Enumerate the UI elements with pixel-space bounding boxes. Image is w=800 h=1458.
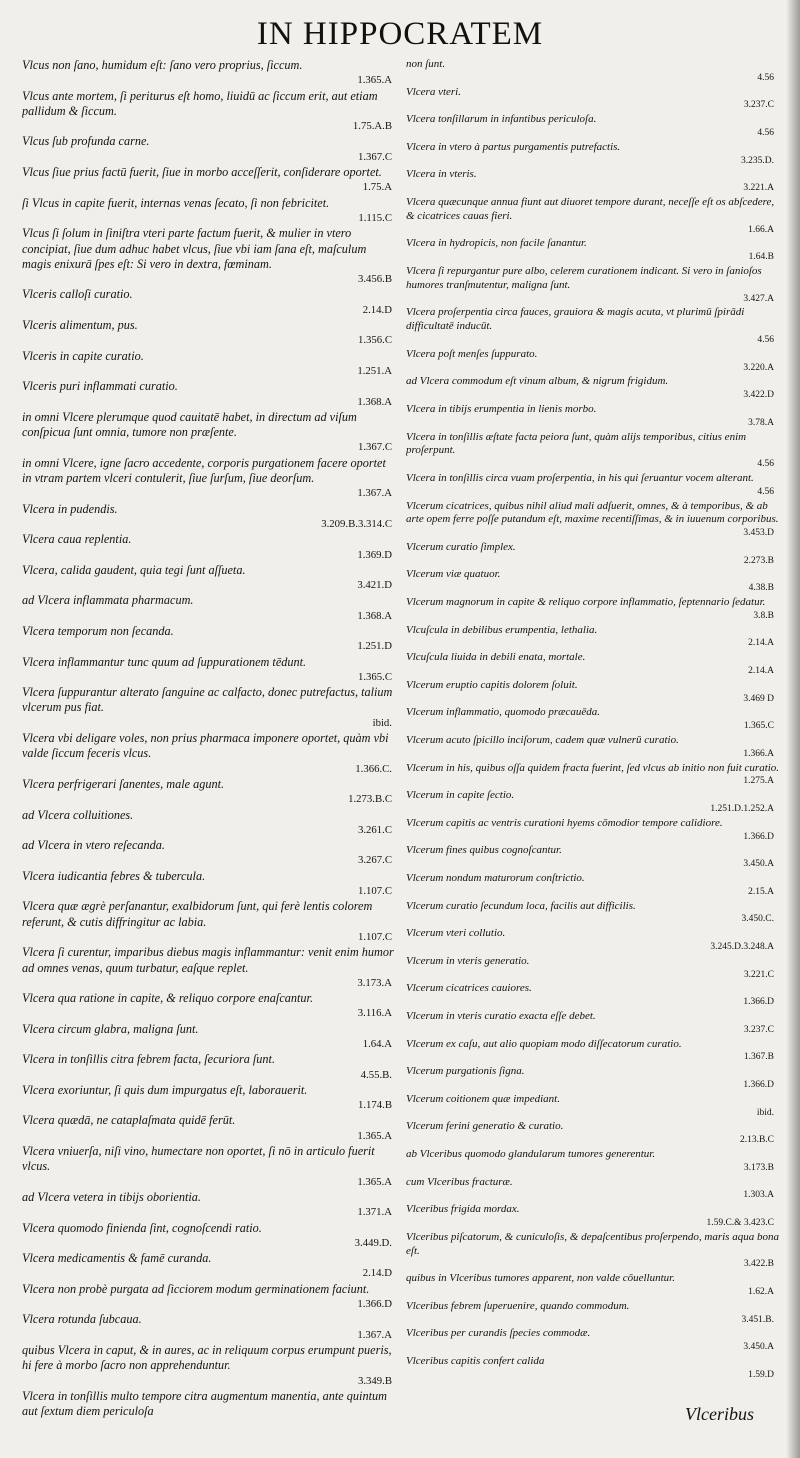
entry-reference: 1.59.C.& 3.423.C xyxy=(706,1217,774,1228)
index-entry xyxy=(406,844,780,872)
index-entry xyxy=(22,379,398,410)
entry-text: non ſunt. xyxy=(406,58,446,70)
entry-text: Vlcerum capitis ac ventris curationi hyems cōmodior tempore calidiore. xyxy=(406,816,723,829)
index-entry xyxy=(22,869,398,900)
entry-text: Vlcerum coitionem quæ impediant. xyxy=(406,1092,560,1105)
entry-text: Vlcera ſuppurantur alterato ſanguine ac calfacto, donec putrefactus, talium vlcerum pus fiat. xyxy=(22,685,393,715)
entry-text: Vlcera iudicantia febres & tubercula. xyxy=(22,868,206,883)
index-entry xyxy=(22,134,398,165)
index-entry xyxy=(406,141,780,169)
index-entry xyxy=(406,1148,780,1176)
index-entry xyxy=(406,1327,780,1355)
entry-reference: 3.456.B xyxy=(357,273,392,286)
entry-reference: 1.367.B xyxy=(743,1052,774,1063)
entry-reference: 1.251.A xyxy=(357,364,392,377)
entry-reference: 1.75.A.B xyxy=(352,120,392,133)
entry-reference: 2.14.A xyxy=(748,638,774,649)
entry-reference: 3.235.D. xyxy=(741,155,774,166)
index-entry xyxy=(406,1010,780,1038)
index-entry xyxy=(406,982,780,1010)
index-entry xyxy=(22,655,398,686)
entry-reference: 4.38.B xyxy=(748,583,774,594)
catchword: Vlceribus xyxy=(685,1404,754,1424)
index-entry xyxy=(22,685,398,731)
entry-text: Vlcera caua replentia. xyxy=(22,532,132,547)
entry-text: Vlcera in vtero à partus purgamentis putrefactis. xyxy=(406,140,621,153)
index-entry xyxy=(406,403,780,431)
index-entry xyxy=(406,113,780,141)
entry-text: Vlcera qua ratione in capite, & reliquo corpore enaſcantur. xyxy=(22,991,314,1006)
entry-text: Vlcerum ex caſu, aut alio quopiam modo diſſecatorum curatio. xyxy=(406,1037,682,1050)
entry-reference: 1.366.D xyxy=(743,997,774,1008)
entry-reference: 1.251.D.1.252.A xyxy=(710,804,774,815)
entry-text: Vlcerum purgationis ſigna. xyxy=(406,1065,525,1078)
index-entry xyxy=(406,1176,780,1204)
index-entry xyxy=(406,568,780,596)
entry-reference: 1.174.B xyxy=(357,1099,392,1112)
entry-text: Vlcerum inflammatio, quomodo præcauēda. xyxy=(406,706,601,719)
index-entry xyxy=(22,1389,398,1420)
entry-reference: 3.237.C xyxy=(743,100,774,111)
entry-text: Vlcera temporum non ſecanda. xyxy=(22,623,174,638)
entry-reference: 1.365.A xyxy=(357,1175,392,1188)
index-entry xyxy=(22,731,398,777)
index-entry xyxy=(22,1144,398,1190)
index-entry xyxy=(406,500,780,541)
index-entry xyxy=(406,1065,780,1093)
entry-text: ſi Vlcus in capite fuerit, internas venas ſecato, ſi non febricitet. xyxy=(22,195,330,210)
entry-text: Vlcera quædā, ne cataplaſmata quidē ferūt. xyxy=(22,1113,236,1128)
index-entry xyxy=(22,593,398,624)
index-entry xyxy=(22,1312,398,1343)
index-entry xyxy=(406,265,780,306)
entry-reference: 1.251.D xyxy=(357,640,392,653)
entry-reference: 1.368.A xyxy=(357,395,392,408)
entry-text: cum Vlceribus fracturæ. xyxy=(406,1175,513,1188)
entry-reference: 3.8.B xyxy=(753,610,774,621)
entry-text: Vlcera quomodo finienda ſint, cognoſcendi ratio. xyxy=(22,1220,262,1235)
entry-reference: 2.15.A xyxy=(748,886,774,897)
entry-text: Vlcerum eruptio capitis dolorem ſoluit. xyxy=(406,678,578,691)
index-entry xyxy=(22,89,398,135)
entry-reference: 1.366.D xyxy=(357,1298,392,1311)
entry-text: Vlcerum cicatrices cauiores. xyxy=(406,982,532,995)
entry-reference: 1.367.A xyxy=(357,487,392,500)
entry-text: Vlcera vbi deligare voles, non prius pharmaca imponere oportet, quàm vbi valde ſiccum feceris vlcus. xyxy=(22,731,389,761)
entry-text: Vlcera in hydropicis, non facile ſanantur. xyxy=(406,237,587,250)
entry-reference: 1.66.A xyxy=(748,224,774,235)
index-entry xyxy=(406,734,780,762)
entry-reference: 1.107.C xyxy=(357,930,392,943)
entry-reference: 1.368.A xyxy=(357,609,392,622)
entry-reference: 2.273.B xyxy=(743,555,774,566)
entry-text: in omni Vlcere, igne ſacro accedente, corporis purgationem facere oportet in vtram partem vlceri contulerit, ſiue ſurſum, ſiue deorſum. xyxy=(22,455,386,486)
index-entry xyxy=(22,456,398,502)
entry-reference: ibid. xyxy=(756,1107,774,1118)
entry-reference: 1.367.A xyxy=(357,1328,392,1341)
index-entry xyxy=(406,541,780,569)
index-entry xyxy=(22,1221,398,1252)
entry-text: Vlceribus per curandis ſpecies commodæ. xyxy=(406,1327,591,1340)
index-entry xyxy=(22,226,398,287)
entry-text: Vlcerum viæ quatuor. xyxy=(406,568,501,581)
entry-text: Vlcuſcula in debilibus erumpentia, lethalia. xyxy=(406,623,598,636)
entry-reference: 3.422.B xyxy=(743,1259,774,1270)
index-entry xyxy=(406,817,780,845)
entry-text: Vlcera in tonſillis æſtate facta peiora ſunt, quàm alijs temporibus, citius enim proſerpunt. xyxy=(406,430,747,457)
entry-text: Vlcerum curatio ſecundum loca, facilis aut difficilis. xyxy=(406,899,636,912)
index-entry xyxy=(406,472,780,500)
entry-text: Vlcera in tibijs erumpentia in lienis morbo. xyxy=(406,402,597,415)
entry-reference: 1.62.A xyxy=(748,1286,774,1297)
index-entry xyxy=(406,375,780,403)
index-entry xyxy=(22,318,398,349)
entry-reference: 1.365.A xyxy=(357,74,392,87)
entry-text: Vlcera vteri. xyxy=(406,85,461,98)
index-entry xyxy=(406,431,780,472)
index-entry xyxy=(406,348,780,376)
entry-reference: 4.56 xyxy=(757,334,774,345)
entry-text: ad Vlcera commodum eſt vinum album, & nigrum frigidum. xyxy=(406,375,669,388)
index-entry xyxy=(22,287,398,318)
index-entry xyxy=(406,789,780,817)
entry-reference: 3.349.B xyxy=(357,1374,392,1387)
entry-text: ab Vlceribus quomodo glandularum tumores generentur. xyxy=(406,1147,656,1160)
entry-text: Vlcera medicamentis & famē curanda. xyxy=(22,1251,212,1266)
entry-text: Vlceris calloſi curatio. xyxy=(22,287,133,302)
index-entry xyxy=(22,58,398,89)
entry-text: Vlcerum curatio ſimplex. xyxy=(406,540,516,553)
running-header: IN HIPPOCRATEM xyxy=(256,16,544,52)
index-entry xyxy=(406,306,780,347)
index-entry xyxy=(22,1343,398,1389)
entry-text: Vlcerum vteri collutio. xyxy=(406,927,506,940)
entry-text: Vlcerum cicatrices, quibus nihil aliud mali adſuerit, omnes, & à temporibus, & ab arte opem ferre poſſe putandum eſt, maxime recentiſſimas, & in iuuenum corporibus. xyxy=(406,499,779,526)
index-entry xyxy=(22,777,398,808)
index-entry xyxy=(22,899,398,945)
entry-reference: 1.371.A xyxy=(357,1206,392,1219)
entry-reference: 1.107.C xyxy=(357,885,392,898)
index-entry xyxy=(22,502,398,533)
index-entry xyxy=(22,1113,398,1144)
index-entry xyxy=(22,1251,398,1282)
entry-reference: 3.427.A xyxy=(743,293,774,304)
entry-text: Vlcera in tonſillis citra febrem facta, ſecuriora ſunt. xyxy=(22,1052,276,1067)
index-entry xyxy=(406,1300,780,1328)
entry-reference: 3.449.D. xyxy=(354,1236,392,1249)
entry-text: Vlceribus frigida mordax. xyxy=(406,1203,520,1216)
entry-text: Vlcera in tonſillis circa vuam proſerpentia, in his qui ſeruantur vocem alterant. xyxy=(406,471,754,484)
entry-text: Vlcera in vteris. xyxy=(406,168,477,181)
entry-text: Vlcera quæcunque annua fiunt aut diuoret tempore durant, neceſſe eſt os abſcedere, & cicatrices cauas fieri. xyxy=(406,195,775,222)
index-entry xyxy=(22,1083,398,1114)
entry-reference: 1.75.A xyxy=(362,181,392,194)
entry-reference: 1.365.C xyxy=(743,721,774,732)
entry-reference: 1.366.A xyxy=(743,748,774,759)
entry-reference: 4.56 xyxy=(757,459,774,470)
index-entry xyxy=(406,1355,780,1383)
entry-reference: 1.64.B xyxy=(748,252,774,263)
entry-reference: 3.421.D xyxy=(357,579,392,592)
entry-reference: 3.267.C xyxy=(357,854,392,867)
entry-text: Vlcerum fines quibus cognoſcantur. xyxy=(406,844,562,857)
entry-reference: 3.453.D xyxy=(743,528,774,539)
entry-text: Vlcera non probè purgata ad ſicciorem modum germinationem faciunt. xyxy=(22,1281,370,1296)
entry-reference: 3.78.A xyxy=(748,417,774,428)
index-entry xyxy=(406,596,780,624)
entry-reference: 3.450.A xyxy=(743,859,774,870)
entry-reference: 1.365.A xyxy=(357,1129,392,1142)
index-entry xyxy=(406,1120,780,1148)
index-entry xyxy=(22,563,398,594)
entry-text: Vlcera exoriuntur, ſi quis dum impurgatus eſt, laborauerit. xyxy=(22,1082,308,1097)
entry-reference: 1.64.A xyxy=(362,1038,392,1050)
entry-text: Vlcerum acuto ſpicillo inciſorum, cadem quæ vulnerū curatio. xyxy=(406,734,679,747)
entry-reference: 3.245.D.3.248.A xyxy=(710,942,774,952)
entry-text: in omni Vlcere plerumque quod cauitatē habet, in directum ad viſum conſpicua ſunt omnia, tumore non præſente. xyxy=(22,409,357,440)
index-entry xyxy=(22,945,398,991)
entry-text: Vlceris in capite curatio. xyxy=(22,348,144,363)
entry-text: Vlcera poſt menſes ſuppurato. xyxy=(406,347,538,360)
entry-reference: 3.237.C xyxy=(743,1024,774,1035)
entry-reference: 1.367.C xyxy=(357,441,392,454)
entry-text: Vlcera tonſillarum in infantibus periculoſa. xyxy=(406,113,597,126)
entry-reference: 3.173.A xyxy=(357,976,392,989)
entry-text: Vlcera in pudendis. xyxy=(22,501,118,516)
index-entry xyxy=(406,1038,780,1066)
entry-text: Vlcerum in vteris generatio. xyxy=(406,954,530,967)
entry-reference: 3.116.A xyxy=(357,1007,392,1020)
entry-reference: 1.303.A xyxy=(743,1190,774,1201)
entry-reference: 1.367.C xyxy=(357,150,392,163)
entry-text: Vlcera rotunda ſubcaua. xyxy=(22,1312,142,1327)
index-entry xyxy=(406,927,780,955)
entry-text: Vlcuſcula liuida in debili enata, mortale. xyxy=(406,651,586,664)
entry-text: Vlceribus piſcatorum, & cuniculoſis, & depaſcentibus proſerpendo, maris aqua bona eſt. xyxy=(406,1230,779,1257)
entry-text: Vlceribus febrem ſuperuenire, quando commodum. xyxy=(406,1299,630,1312)
entry-text: ad Vlcera in vtero reſecanda. xyxy=(22,838,165,853)
index-entry xyxy=(406,762,780,790)
index-entry xyxy=(22,1190,398,1221)
index-entry xyxy=(406,651,780,679)
entry-text: Vlcus non ſano, humidum eſt: ſano vero proprius, ſiccum. xyxy=(22,58,303,72)
entry-text: ad Vlcera vetera in tibijs oborientia. xyxy=(22,1189,201,1204)
entry-reference: 1.273.B.C xyxy=(348,793,392,806)
entry-reference: 1.366.D xyxy=(743,831,774,842)
index-entry xyxy=(22,1052,398,1083)
entry-text: Vlcera quæ ægrè perſanantur, exalbidorum ſunt, qui ferè lentis colorem referunt, & cutis diffringitur ac labia. xyxy=(22,899,373,929)
entry-reference: 4.56 xyxy=(757,72,774,83)
index-entry xyxy=(22,196,398,227)
entry-text: Vlcerum in vteris curatio exacta eſſe debet. xyxy=(406,1009,596,1022)
index-entry xyxy=(22,349,398,380)
entry-reference: 3.173.B xyxy=(743,1162,774,1173)
index-entry xyxy=(406,1231,780,1272)
entry-text: Vlcerum in his, quibus oſſa quidem fracta fuerint, ſed vlcus ab initio non fuit curatio. xyxy=(406,761,780,774)
entry-reference: 3.221.A xyxy=(743,183,774,194)
entry-text: Vlcera, calida gaudent, quia tegi ſunt aſſueta. xyxy=(22,562,246,577)
entry-reference: 3.209.B.3.314.C xyxy=(321,517,392,530)
entry-reference: 1.365.C xyxy=(357,670,392,683)
index-entry xyxy=(406,955,780,983)
entry-text: Vlceris alimentum, pus. xyxy=(22,318,138,333)
entry-reference: 2.13.B.C xyxy=(739,1135,774,1146)
entry-reference: 3.450.C. xyxy=(741,914,774,925)
entry-reference: 2.14.D xyxy=(362,303,392,316)
entry-text: Vlcus ante mortem, ſi periturus eſt homo, liuidū ac ſiccum erit, aut etiam pallidum & ſiccum. xyxy=(22,88,378,118)
entry-reference: 3.261.C xyxy=(357,823,392,836)
entry-reference: 2.14.A xyxy=(748,666,774,677)
entry-reference: 1.366.D xyxy=(743,1079,774,1090)
index-entry xyxy=(406,1203,780,1231)
index-entry xyxy=(22,991,398,1022)
index-entry xyxy=(22,808,398,839)
index-entry xyxy=(406,1093,780,1121)
index-entry xyxy=(406,900,780,928)
index-entry xyxy=(406,86,780,114)
entry-reference: 1.115.C xyxy=(358,211,392,224)
entry-text: ad Vlcera colluitiones. xyxy=(22,807,134,822)
entry-reference: 1.366.C. xyxy=(355,762,392,775)
index-entry xyxy=(406,58,780,86)
entry-text: Vlceribus capitis confert calida xyxy=(406,1354,545,1367)
entry-reference: 1.59.D xyxy=(748,1369,774,1380)
index-column-left xyxy=(22,58,398,1438)
entry-reference: 1.369.D xyxy=(357,548,392,561)
entry-text: Vlcus ſiue prius factū fuerit, ſiue in morbo acceſſerit, conſiderare oportet. xyxy=(22,165,382,180)
entry-reference: 2.14.D xyxy=(362,1267,392,1280)
index-column-right xyxy=(406,58,780,1438)
index-entry xyxy=(22,624,398,655)
entry-text: quibus in Vlceribus tumores apparent, non valde cōuelluntur. xyxy=(406,1272,675,1285)
entry-reference: 4.56 xyxy=(757,486,774,497)
entry-reference: 1.275.A xyxy=(743,776,774,787)
index-entry xyxy=(406,196,780,237)
index-entry xyxy=(22,838,398,869)
entry-reference: 3.450.A xyxy=(743,1342,774,1353)
entry-reference: 4.55.B. xyxy=(360,1068,392,1081)
entry-reference: ibid. xyxy=(372,716,392,729)
entry-text: Vlcera in tonſillis multo tempore citra augmentum manentia, ante quintum aut ſextum diem periculoſa xyxy=(22,1388,387,1419)
entry-text: Vlcerum ferini generatio & curatio. xyxy=(406,1120,564,1133)
index-entry xyxy=(406,1272,780,1300)
entry-reference: 1.356.C xyxy=(357,334,392,347)
index-entry xyxy=(406,168,780,196)
index-entry xyxy=(406,679,780,707)
entry-text: Vlcera inflammantur tunc quum ad ſuppurationem tēdunt. xyxy=(22,654,307,669)
entry-reference: 3.469 D xyxy=(743,693,774,704)
entry-text: quibus Vlcera in caput, & in aures, ac in reliquum corpus erumpunt pueris, hi fere à morbo ſacro non apprehenduntur. xyxy=(22,1342,392,1373)
index-entry xyxy=(22,165,398,196)
entry-text: Vlcera ſi curentur, imparibus diebus magis inflammantur: venit enim humor ad omnes venas, quum turbatur, eaſque replet. xyxy=(22,945,394,975)
index-entry xyxy=(406,872,780,900)
entry-reference: 3.220.A xyxy=(743,362,774,373)
entry-text: Vlcera proſerpentia circa fauces, grauiora & magis acuta, vt plurimū ſpirādi difficultatē inducūt. xyxy=(406,306,745,333)
entry-text: Vlcera perfrigerari ſanentes, male agunt. xyxy=(22,776,225,791)
entry-text: Vlcera circum glabra, maligna ſunt. xyxy=(22,1021,199,1036)
entry-reference: 3.422.D xyxy=(743,390,774,401)
entry-text: Vlcus ſi ſolum in ſiniſtra vteri parte factum fuerit, & mulier in vtero concipiat, ſiue dum adhuc habet vlcus, ſiue vbi iam ſana eſt, maſculum magis enixurā ſpes eſt: Si vero in dextra, fœminam. xyxy=(22,226,367,271)
index-entry xyxy=(22,410,398,456)
index-entry xyxy=(22,532,398,563)
index-entry xyxy=(406,706,780,734)
entry-text: Vlcerum magnorum in capite & reliquo corpore inflammatio, ſeptennario ſedatur. xyxy=(406,596,766,609)
entry-reference: 3.451.B. xyxy=(741,1314,774,1325)
entry-reference: 3.221.C xyxy=(743,969,774,980)
entry-text: Vlcera ſi repurgantur pure albo, celerem curationem indicant. Si vero in ſanioſos humores tranſmutentur, maligna ſunt. xyxy=(406,264,762,291)
entry-text: ad Vlcera inflammata pharmacum. xyxy=(22,593,194,608)
entry-reference: 4.56 xyxy=(757,127,774,138)
index-entry xyxy=(22,1282,398,1313)
entry-text: Vlcus ſub profunda carne. xyxy=(22,134,150,149)
entry-text: Vlcerum nondum maturorum conſtrictio. xyxy=(406,872,585,885)
entry-text: Vlcera vniuerſa, niſi vino, humectare non oportet, ſi nō in articulo fuerit vlcus. xyxy=(22,1144,375,1174)
entry-text: Vlcerum in capite ſectio. xyxy=(406,789,515,802)
index-entry xyxy=(406,624,780,652)
index-entry xyxy=(22,1022,398,1053)
entry-text: Vlceris puri inflammati curatio. xyxy=(22,379,178,394)
index-entry xyxy=(406,237,780,265)
